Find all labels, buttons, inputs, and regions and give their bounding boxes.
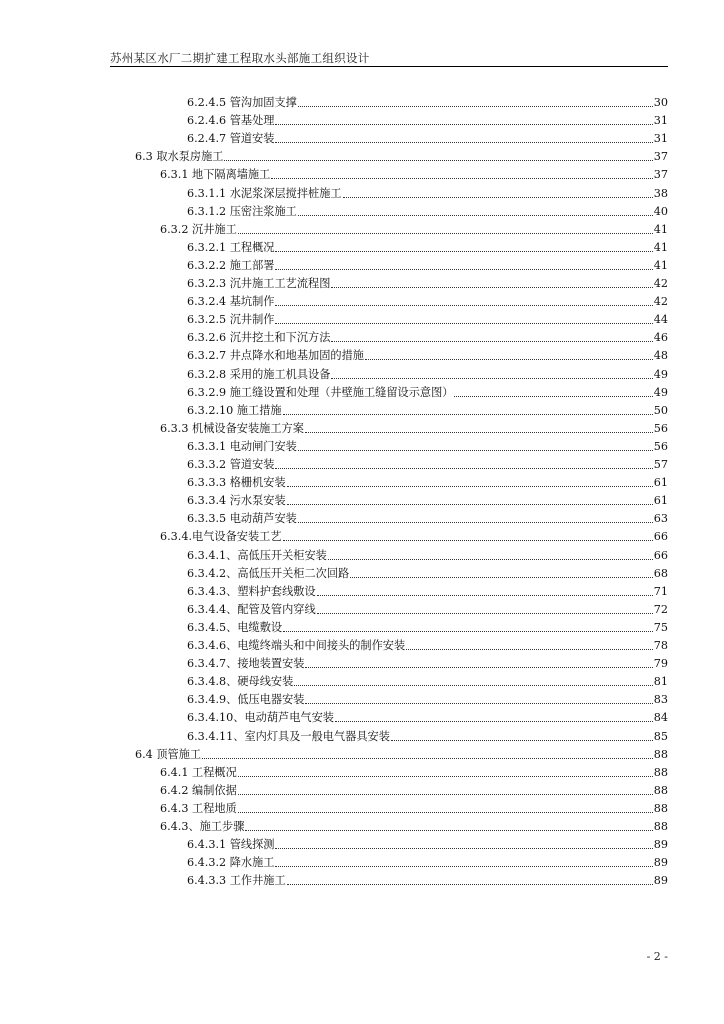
toc-entry-label: 6.3.4.3、塑料护套线敷设: [187, 584, 316, 598]
toc-entry[interactable]: [187, 549, 668, 563]
toc-entry[interactable]: [187, 494, 668, 508]
toc-entry[interactable]: [187, 277, 668, 291]
toc-leader-dots: [224, 160, 652, 161]
toc-entry-label: 6.4.3.1 管线探测: [187, 838, 275, 852]
toc-entry[interactable]: [160, 820, 668, 834]
toc-entry-label: 6.3.3.3 格栅机安装: [187, 476, 286, 490]
toc-entry-label: 6.3.3.1 电动闸门安装: [187, 439, 297, 453]
toc-leader-dots: [275, 866, 652, 867]
toc-leader-dots: [283, 631, 653, 632]
toc-leader-dots: [305, 432, 653, 433]
toc-entry-label: 6.3.2.3 沉井施工工艺流程图: [187, 277, 331, 290]
toc-entry-page: 88: [653, 765, 668, 779]
toc-entry-page: 78: [653, 639, 668, 652]
toc-leader-dots: [331, 287, 652, 288]
toc-leader-dots: [287, 884, 653, 885]
toc-leader-dots: [238, 794, 653, 795]
toc-entry-page: 88: [653, 801, 668, 815]
toc-entry[interactable]: [187, 331, 668, 345]
toc-entry-page: 75: [653, 620, 668, 634]
toc-entry-label: 6.3.3.4 污水泵安装: [187, 494, 286, 508]
toc-entry-page: 66: [653, 548, 668, 562]
toc-entry-page: 88: [653, 820, 668, 833]
toc-leader-dots: [328, 559, 653, 560]
toc-entry-label: 6.3.4.5、电缆敷设: [187, 620, 283, 634]
toc-entry-label: 6.3.2.10 施工措施: [187, 403, 282, 417]
toc-entry-label: 6.3.2.8 采用的施工机具设备: [187, 367, 331, 381]
toc-leader-dots: [275, 251, 652, 252]
toc-entry[interactable]: [187, 838, 668, 852]
toc-leader-dots: [238, 812, 653, 813]
toc-entry[interactable]: [187, 458, 668, 472]
toc-leader-dots: [294, 685, 652, 686]
toc-leader-dots: [343, 197, 653, 198]
toc-entry[interactable]: [187, 187, 668, 201]
toc-entry-page: 41: [653, 258, 668, 272]
toc-entry[interactable]: [187, 675, 668, 689]
toc-entry-label: 6.4.3、施工步骤: [160, 820, 245, 833]
toc-entry-label: 6.3.2.5 沉井制作: [187, 313, 275, 327]
toc-entry[interactable]: [187, 386, 668, 400]
toc-leader-dots: [275, 848, 652, 849]
toc-entry-page: 37: [653, 150, 668, 164]
toc-entry-page: 38: [653, 186, 668, 200]
toc-entry-page: 41: [653, 222, 668, 236]
toc-entry-page: 61: [653, 494, 668, 508]
toc-entry[interactable]: [160, 784, 668, 798]
toc-entry[interactable]: [187, 349, 668, 363]
toc-entry-label: 6.4.3 工程地质: [160, 801, 237, 815]
toc-entry[interactable]: [187, 404, 668, 418]
toc-entry[interactable]: [187, 567, 668, 581]
toc-entry-page: 40: [653, 204, 668, 218]
toc-leader-dots: [406, 649, 653, 650]
toc-leader-dots: [275, 142, 652, 143]
toc-entry[interactable]: [187, 96, 668, 110]
toc-leader-dots: [275, 124, 652, 125]
toc-entry[interactable]: [187, 368, 668, 382]
toc-entry-page: 81: [653, 675, 668, 689]
toc-entry-label: 6.3.2.9 施工缝设置和处理（井壁施工缝留设示意图）: [187, 385, 454, 399]
toc-entry-label: 6.3.4.6、电缆终端头和中间接头的制作安装: [187, 639, 406, 652]
toc-entry[interactable]: [187, 585, 668, 599]
toc-entry[interactable]: [187, 132, 668, 146]
toc-entry-page: 84: [653, 711, 668, 725]
toc-entry-label: 6.3.2.2 施工部署: [187, 258, 275, 272]
toc-entry-label: 6.3.2.1 工程概况: [187, 240, 275, 254]
toc-entry[interactable]: [160, 530, 668, 544]
toc-entry-label: 6.3.4.11、室内灯具及一般电气器具安装: [187, 729, 390, 743]
toc-leader-dots: [275, 269, 652, 270]
toc-leader-dots: [298, 215, 653, 216]
toc-entry-label: 6.3.1.2 压密注浆施工: [187, 204, 297, 218]
toc-entry[interactable]: [187, 711, 668, 725]
toc-entry-page: 31: [653, 114, 668, 128]
toc-entry-label: 6.3.4.9、低压电器安装: [187, 693, 305, 707]
toc-leader-dots: [275, 468, 652, 469]
toc-leader-dots: [283, 414, 653, 415]
toc-leader-dots: [317, 595, 653, 596]
toc-entry-page: 49: [653, 367, 668, 381]
toc-entry-page: 56: [653, 439, 668, 453]
toc-entry-label: 6.3.1 地下隔离墙施工: [160, 168, 271, 182]
toc-entry-page: 85: [653, 729, 668, 743]
toc-entry-label: 6.3.2.4 基坑制作: [187, 295, 275, 309]
toc-entry-label: 6.3 取水泵房施工: [135, 150, 224, 164]
toc-entry-label: 6.3.2 沉井施工: [160, 222, 237, 236]
toc-entry[interactable]: [187, 241, 668, 255]
toc-leader-dots: [287, 504, 653, 505]
toc-entry-page: 72: [653, 602, 668, 616]
toc-leader-dots: [454, 396, 652, 397]
toc-entry-page: 30: [653, 96, 668, 109]
toc-leader-dots: [331, 378, 652, 379]
toc-leader-dots: [271, 178, 652, 179]
toc-entry-page: 42: [653, 277, 668, 290]
toc-entry-label: 6.4.1 工程概况: [160, 765, 237, 779]
toc-leader-dots: [298, 106, 653, 107]
toc-entry-page: 61: [653, 476, 668, 490]
toc-entry-page: 66: [653, 530, 668, 544]
toc-entry[interactable]: [187, 259, 668, 273]
toc-leader-dots: [245, 830, 652, 831]
toc-entry-page: 83: [653, 693, 668, 707]
toc-entry-page: 88: [653, 747, 668, 761]
toc-leader-dots: [283, 540, 653, 541]
toc-leader-dots: [305, 667, 652, 668]
toc-entry[interactable]: [160, 422, 668, 436]
toc-entry[interactable]: [187, 440, 668, 454]
toc-entry-page: 63: [653, 512, 668, 526]
toc-entry[interactable]: [187, 512, 668, 526]
toc-entry-label: 6.3.4.8、硬母线安装: [187, 675, 294, 689]
toc-entry[interactable]: [187, 693, 668, 707]
toc-entry-page: 57: [653, 458, 668, 471]
toc-entry-label: 6.3.3.5 电动葫芦安装: [187, 512, 297, 526]
toc-entry[interactable]: [160, 802, 668, 816]
toc-entry-page: 42: [653, 295, 668, 309]
toc-leader-dots: [335, 721, 653, 722]
toc-entry-label: 6.3.3.2 管道安装: [187, 458, 275, 471]
toc-entry-label: 6.4 顶管施工: [135, 747, 202, 761]
toc-entry[interactable]: [160, 766, 668, 780]
toc-entry-page: 68: [653, 566, 668, 580]
toc-entry-label: 6.3.4.1、高低压开关柜安装: [187, 548, 327, 562]
toc-entry-page: 89: [653, 856, 668, 870]
toc-entry[interactable]: [135, 748, 668, 762]
toc-entry[interactable]: [187, 313, 668, 327]
toc-leader-dots: [305, 703, 652, 704]
toc-entry[interactable]: [187, 295, 668, 309]
toc-entry[interactable]: [187, 639, 668, 653]
toc-leader-dots: [298, 522, 653, 523]
toc-entry-page: 41: [653, 240, 668, 254]
toc-entry[interactable]: [187, 657, 668, 671]
header-divider: [110, 66, 668, 67]
toc-entry-page: 88: [653, 783, 668, 797]
toc-entry[interactable]: [187, 205, 668, 219]
toc-leader-dots: [287, 486, 653, 487]
toc-entry-page: 46: [653, 331, 668, 345]
toc-entry-label: 6.4.3.2 降水施工: [187, 856, 275, 870]
toc-entry-label: 6.3.4.2、高低压开关柜二次回路: [187, 566, 350, 580]
toc-entry-label: 6.3.2.6 沉井挖土和下沉方法: [187, 331, 331, 345]
toc-leader-dots: [238, 776, 653, 777]
toc-entry[interactable]: [187, 730, 668, 744]
toc-leader-dots: [202, 758, 653, 759]
toc-entry[interactable]: [160, 223, 668, 237]
toc-entry-page: 48: [653, 349, 668, 363]
toc-entry[interactable]: [187, 114, 668, 128]
toc-entry-page: 89: [653, 874, 668, 888]
toc-entry-label: 6.3.4.10、电动葫芦电气安装: [187, 711, 334, 725]
toc-entry-label: 6.3.4.4、配管及管内穿线: [187, 602, 316, 616]
toc-entry-page: 89: [653, 838, 668, 852]
toc-entry[interactable]: [187, 856, 668, 870]
toc-entry[interactable]: [187, 874, 668, 888]
toc-leader-dots: [238, 233, 653, 234]
toc-leader-dots: [275, 305, 652, 306]
toc-entry-label: 6.2.4.5 管沟加固支撑: [187, 96, 297, 109]
toc-entry-label: 6.3.4.7、接地装置安装: [187, 657, 305, 671]
toc-entry-label: 6.3.3 机械设备安装施工方案: [160, 421, 304, 435]
toc-leader-dots: [317, 613, 653, 614]
toc-leader-dots: [331, 341, 652, 342]
toc-entry[interactable]: [135, 150, 668, 164]
toc-leader-dots: [275, 323, 652, 324]
running-header: 苏州某区水厂二期扩建工程取水头部施工组织设计: [110, 51, 370, 65]
toc-entry[interactable]: [187, 621, 668, 635]
toc-entry-label: 6.3.2.7 井点降水和地基加固的措施: [187, 349, 364, 363]
toc-entry[interactable]: [187, 476, 668, 490]
toc-entry-label: 6.4.2 编制依据: [160, 783, 237, 797]
page-number: - 2 -: [646, 950, 668, 963]
toc-leader-dots: [298, 450, 653, 451]
toc-leader-dots: [350, 577, 653, 578]
toc-entry[interactable]: [160, 168, 668, 182]
toc-entry-page: 37: [653, 168, 668, 182]
toc-entry-page: 44: [653, 313, 668, 327]
toc-entry-label: 6.2.4.7 管道安装: [187, 132, 275, 146]
toc-leader-dots: [391, 740, 653, 741]
toc-entry[interactable]: [187, 603, 668, 617]
toc-entry-label: 6.2.4.6 管基处理: [187, 114, 275, 128]
toc-entry-label: 6.4.3.3 工作井施工: [187, 874, 286, 888]
toc-entry-label: 6.3.1.1 水泥浆深层搅拌桩施工: [187, 186, 342, 200]
toc-entry-page: 71: [653, 584, 668, 598]
toc-entry-page: 56: [653, 421, 668, 435]
toc-entry-page: 79: [653, 657, 668, 671]
toc-entry-label: 6.3.4.电气设备安装工艺: [160, 530, 282, 544]
toc-leader-dots: [365, 359, 653, 360]
toc-entry-page: 50: [653, 403, 668, 417]
toc-entry-page: 31: [653, 132, 668, 146]
toc-entry-page: 49: [653, 385, 668, 399]
